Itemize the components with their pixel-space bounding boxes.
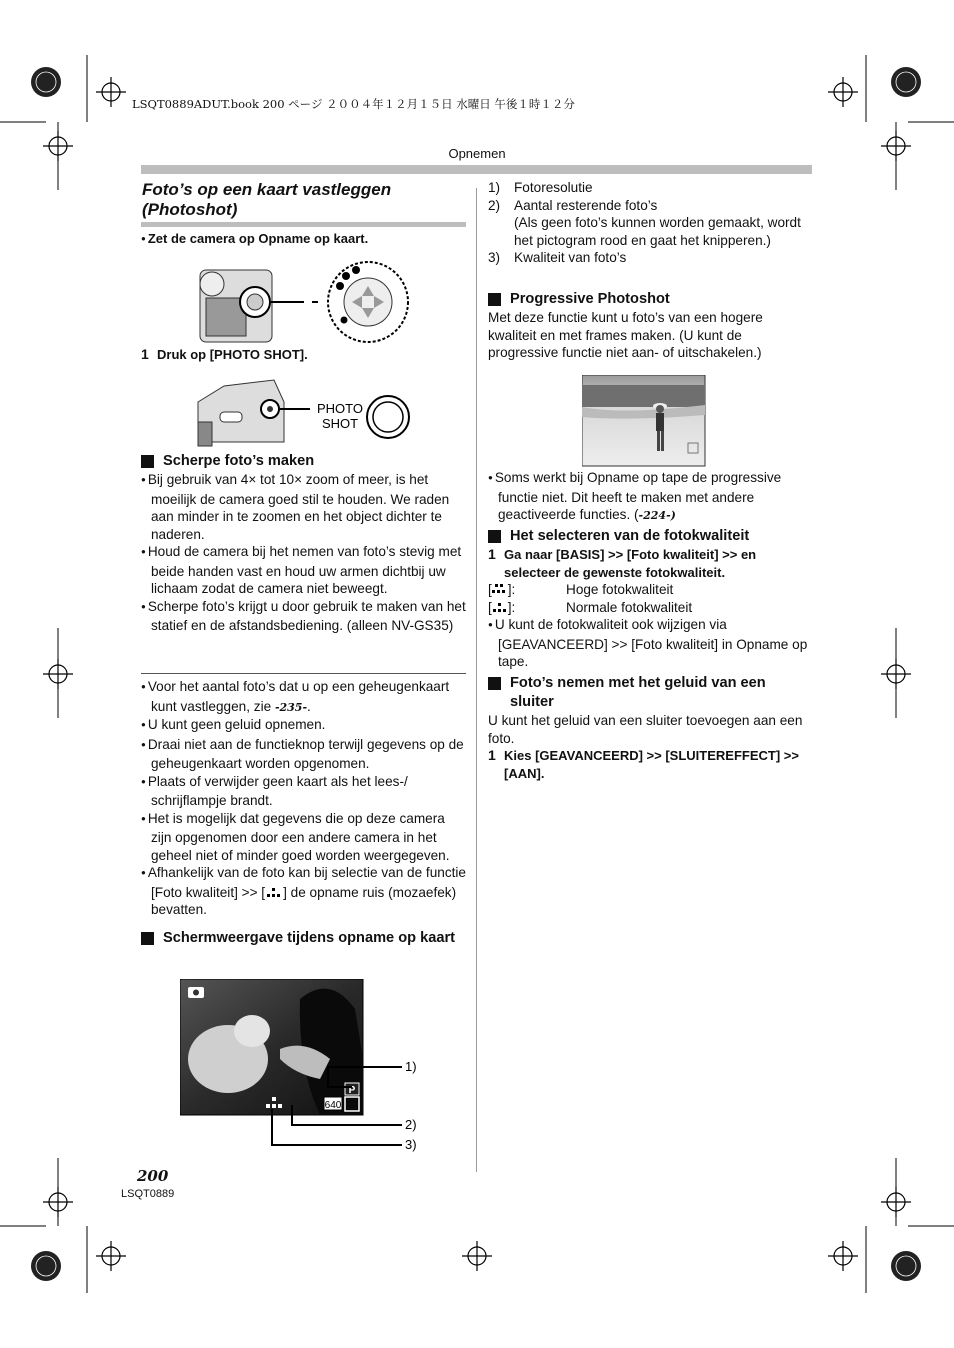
legend-text: Fotoresolutie [514,180,593,195]
section-name: Opnemen [448,146,506,161]
legend-item [488,214,813,249]
sound-step-text: Kies [GEAVANCEERD] >> [SLUITEREFFECT] >> [AAN]. [504,748,799,781]
note-bullet [141,678,466,716]
heading-square-icon [488,677,501,690]
progressive-text: Met deze functie kunt u foto’s van een hogere kwaliteit en met frames maken. (U kunt de progressive functie niet aan- of uitschakelen.) [488,310,763,360]
sound-step [488,747,813,782]
callout-1: 1) [405,1059,417,1074]
legend-item [488,179,813,197]
screen-display-illustration [180,979,425,1159]
legend-item [488,249,813,267]
book-header-line: LSQT0889ADUT.book 200 ページ ２００４年１２月１５日 水曜日 午後１時１２分 [132,97,575,111]
legend-item [488,197,813,215]
notes-section [141,678,466,919]
note-bullet: ● U kunt geen geluid opnemen. [141,716,466,736]
legend-num: 2) [488,197,501,213]
quality-high-text: Hoge fotokwaliteit [566,582,674,597]
divider [141,673,466,674]
quality-heading [488,527,813,546]
callout-3: 3) [405,1137,417,1152]
note-bullet: ● Draai niet aan de functieknop terwijl gegevens op de geheugenkaart worden opgenomen. [141,736,466,773]
sound-heading-text: Foto’s nemen met het geluid van een sluiter [510,675,766,710]
column-divider [476,188,477,1172]
legend-num: 1) [488,180,501,195]
sound-text: U kunt het geluid van een sluiter toevoegen aan een foto. [488,713,803,746]
screen-p: P [348,1085,356,1096]
sharp-bullet: ● Scherpe foto’s krijgt u door gebruik te maken van het statief en de afstandsbediening. (alleen NV-GS35) [141,598,466,635]
page-title: Foto’s op een kaart vastleggen (Photoshot) [142,180,392,219]
heading-square-icon [488,530,501,543]
title-underline [141,222,466,227]
sharp-heading [141,452,466,471]
quality-step [488,546,813,581]
progressive-heading-text: Progressive Photoshot [510,291,670,307]
sharp-section [141,452,466,635]
page-ref: -224- [638,509,671,522]
step-1 [141,346,482,364]
note-bullet [141,864,466,919]
progressive-heading [488,290,813,309]
page-ref-end: ) [670,509,676,522]
callout-2: 2) [405,1117,417,1132]
quality-step-text: Ga naar [BASIS] >> [Foto kwaliteit] >> en selecteer de gewenste fotokwaliteit. [504,547,757,580]
progressive-section [488,290,813,362]
intro-bullet: ● Zet de camera op Opname op kaart. [141,230,476,250]
display-heading-text: Schermweergave tijdens opname op kaart [163,930,455,946]
photo-shot-label-2: SHOT [321,416,359,431]
quality-section [488,527,813,671]
step-number: 1 [141,346,149,362]
camera-mode-dial-illustration [192,258,414,346]
document-code: LSQT0889 [121,1188,175,1200]
heading-square-icon [488,293,501,306]
display-heading [141,929,466,948]
legend-text: Aantal resterende foto’s [514,197,658,213]
top-bar [141,165,812,174]
high-quality-icon [492,583,508,595]
legend-text: Kwaliteit van foto’s [514,250,627,265]
note-text: Voor het aantal foto’s dat u op een geheugenkaart kunt vastleggen, zie [147,679,450,714]
sharp-bullet: ● Bij gebruik van 4× tot 10× zoom of meer, is het moeilijk de camera goed stil te houden. We raden aan minder in te zoomen en het object dichter te naderen. [141,471,466,543]
note-end: . [307,698,311,714]
quality-heading-text: Het selecteren van de fotokwaliteit [510,528,750,544]
step-1-text: Druk op [PHOTO SHOT]. [157,347,308,362]
legend-num: 3) [488,250,501,265]
quality-high-row: [ ]: Hoge fotokwaliteit [488,582,674,597]
step-number: 1 [488,546,496,562]
page-ref: -235- [274,700,308,714]
legend-list [488,179,813,267]
photo-shot-button-illustration [194,372,418,450]
page-number: 200 [137,1167,169,1185]
quality-bullet: ● U kunt de fotokwaliteit ook wijzigen via [GEAVANCEERD] >> [Foto kwaliteit] in Opname op tape. [488,616,813,671]
normal-quality-icon [265,886,283,898]
progressive-bullet-block [488,469,813,525]
heading-square-icon [141,932,154,945]
sound-section [488,674,813,782]
legend-text: (Als geen foto’s kunnen worden gemaakt, wordt het pictogram rood en gaat het knipperen.) [514,215,801,248]
display-section [141,929,466,948]
quality-normal-row: [ ]: Normale fotokwaliteit [488,599,693,615]
note-text: ] de opname ruis (mozaefek) bevatten. [151,884,457,917]
sharp-bullet: ● Houd de camera bij het nemen van foto’s stevig met beide handen vast en houd uw armen dichtbij uw lichaam zodat de camera niet beweegt. [141,543,466,598]
note-bullet: ● Plaats of verwijder geen kaart als het lees-/ schrijflampje brandt. [141,773,466,810]
screen-count: 640 [324,1100,342,1111]
heading-square-icon [141,455,154,468]
note-bullet: ● Het is mogelijk dat gegevens die op deze camera zijn opgenomen door een andere camera in het geheel niet of minder goed worden weergegeven. [141,810,466,865]
step-number: 1 [488,747,496,763]
normal-quality-icon [492,601,508,613]
photo-shot-label-1: PHOTO [317,401,363,416]
progressive-bullet [488,469,813,525]
note-text: Afhankelijk van de foto kan bij selectie van de functie [Foto kwaliteit] >> [ [147,865,466,900]
quality-normal-text: Normale fotokwaliteit [566,599,693,615]
progressive-bullet-text: Soms werkt bij Opname op tape de progressive functie niet. Dit heeft te maken met andere geactiveerde functies. ( [494,470,782,522]
sound-heading [488,674,813,712]
beach-photo [582,375,706,467]
sharp-heading-text: Scherpe foto’s maken [163,453,315,469]
